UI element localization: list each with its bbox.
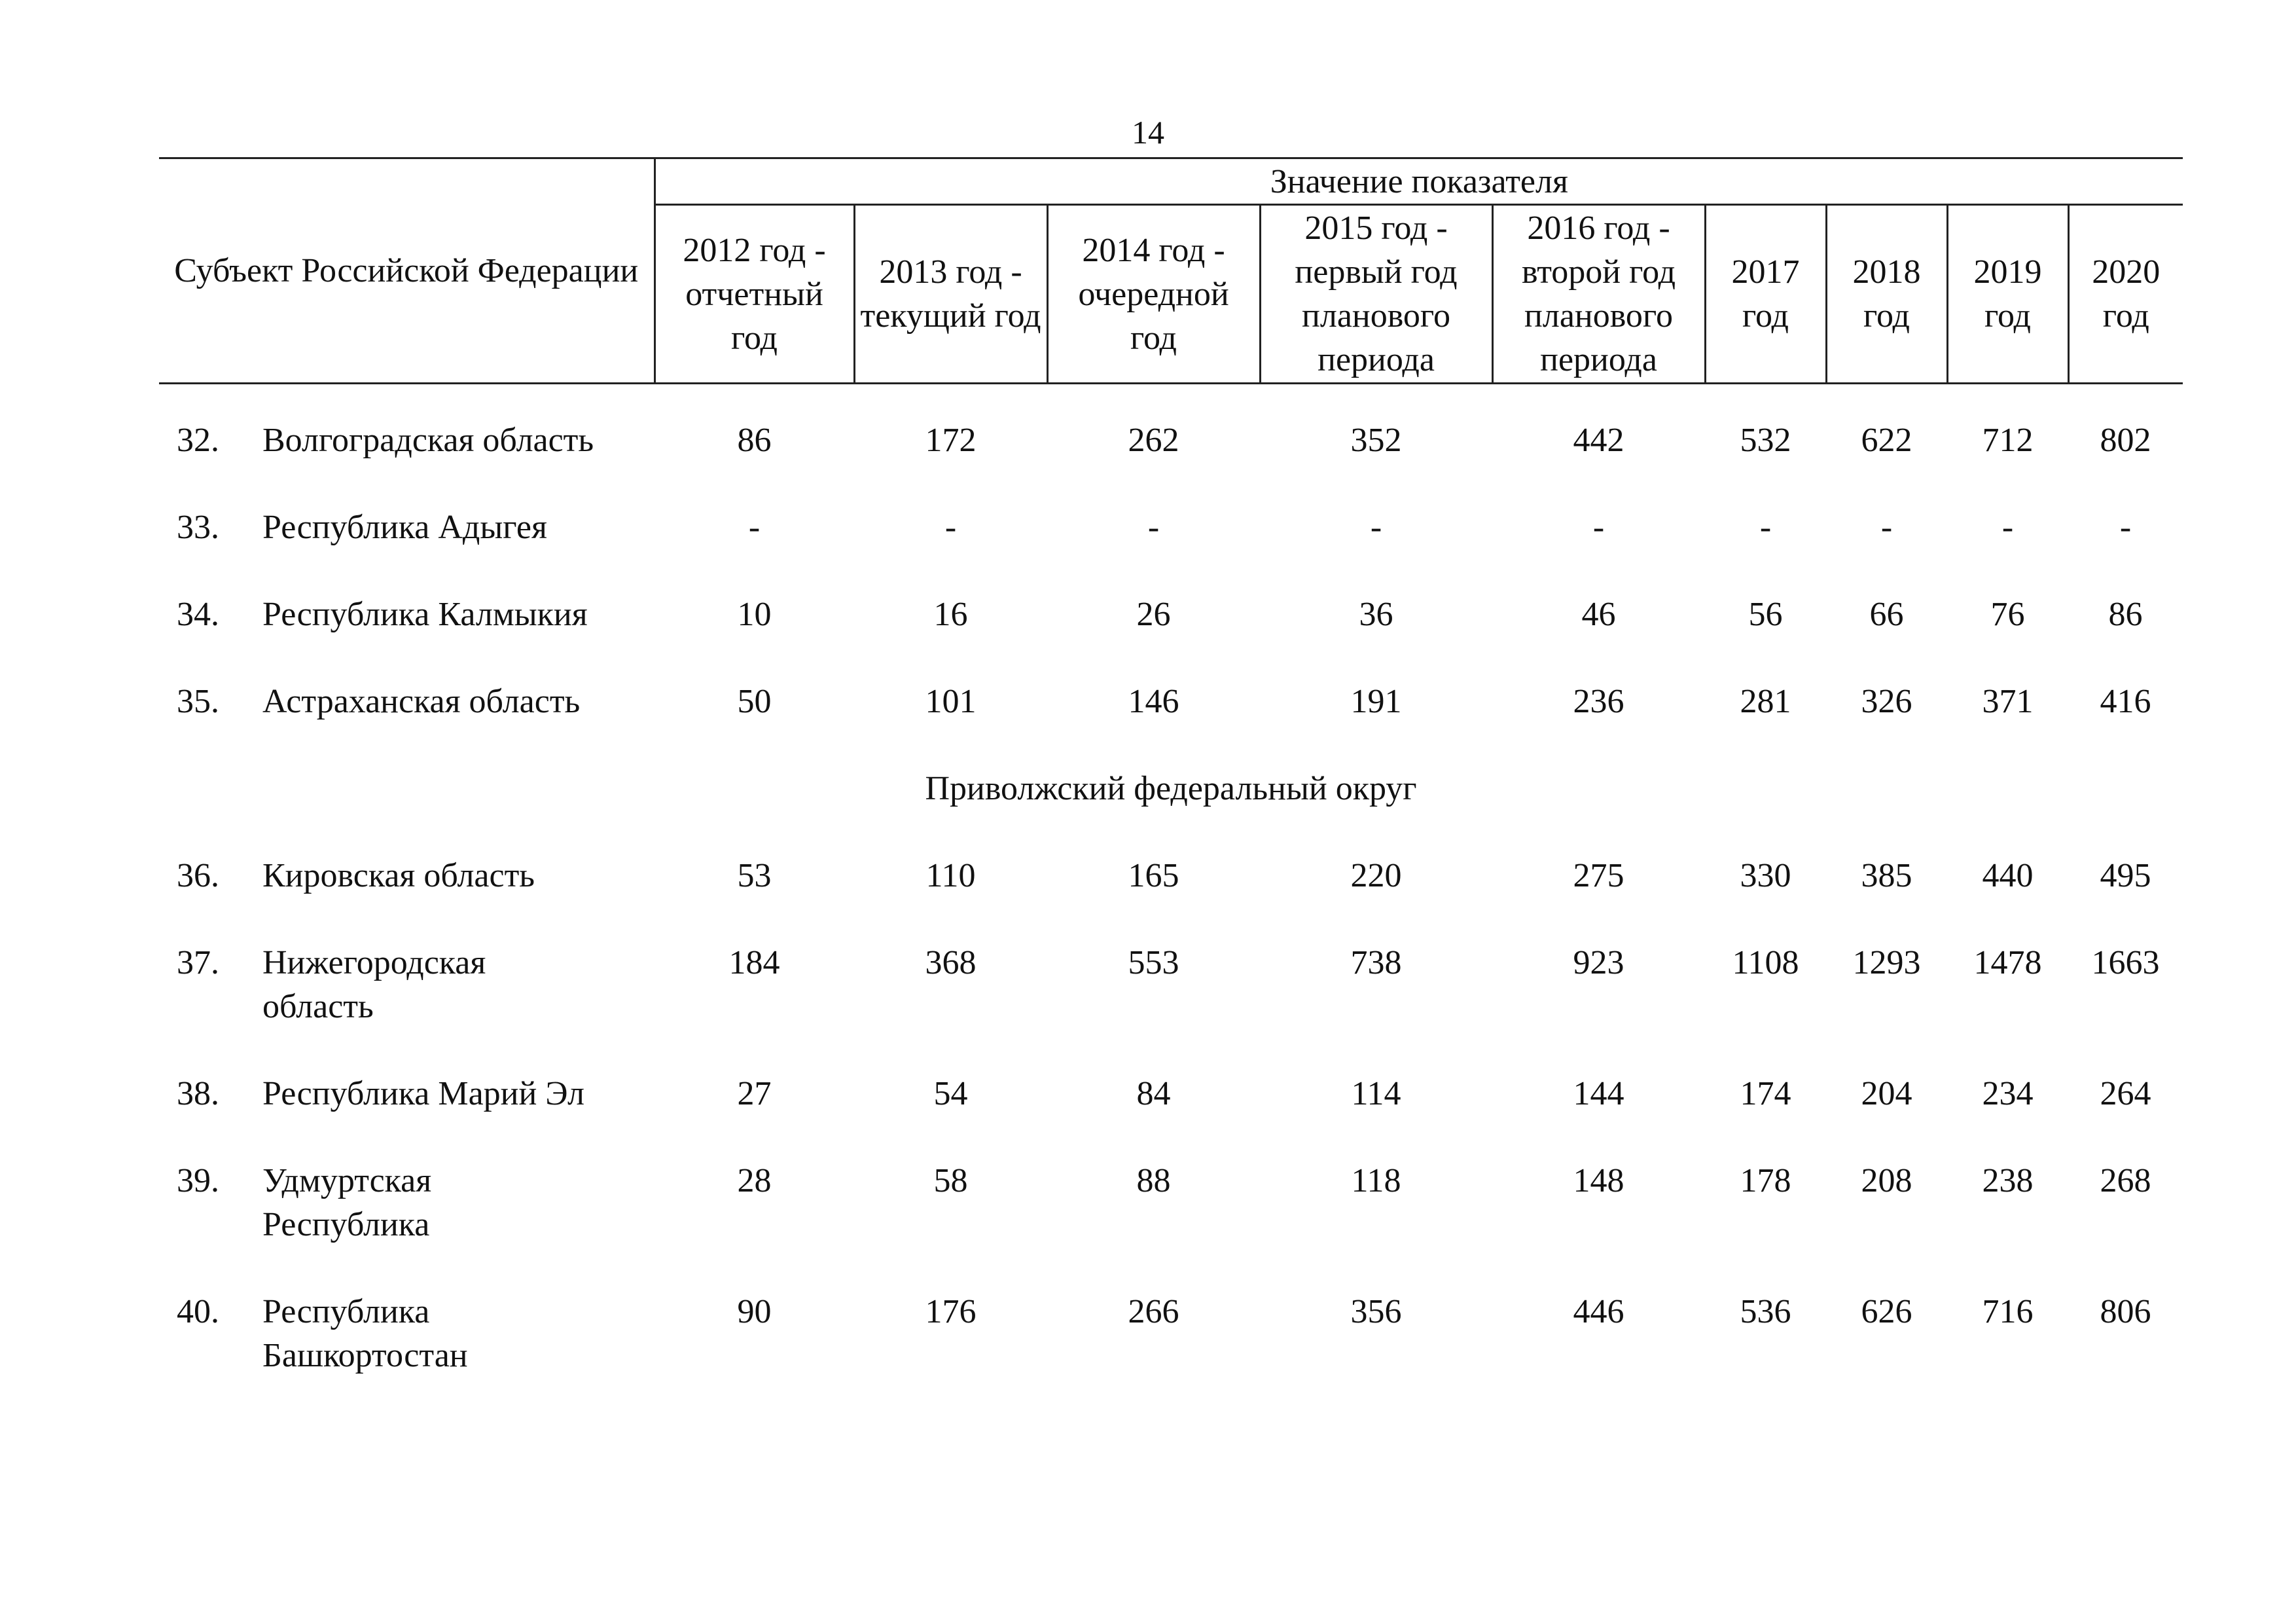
table-row xyxy=(159,1072,2183,1159)
year-header-2014: 2014 год - очередной год xyxy=(1047,205,1260,384)
value-cell: 238 xyxy=(1982,1162,2034,1199)
table-row xyxy=(159,941,2183,1072)
value-cell: 146 xyxy=(1128,683,1179,720)
value-cell: - xyxy=(1880,509,1893,546)
table-row xyxy=(159,593,2183,680)
year-header-2013: 2013 год - текущий год xyxy=(854,205,1047,384)
value-cell: 172 xyxy=(925,422,977,459)
value-cell: 148 xyxy=(1573,1162,1624,1199)
value-cell: 174 xyxy=(1740,1075,1791,1112)
value-cell: 16 xyxy=(933,596,968,633)
value-cell: 553 xyxy=(1128,944,1179,981)
value-cell: 54 xyxy=(933,1075,968,1112)
value-cell: 268 xyxy=(2100,1162,2151,1199)
value-cell: 266 xyxy=(1128,1293,1179,1330)
value-cell: 446 xyxy=(1573,1293,1624,1330)
value-cell: - xyxy=(1147,509,1160,546)
value-cell: 118 xyxy=(1351,1162,1401,1199)
value-cell: 806 xyxy=(2100,1293,2151,1330)
value-cell: 326 xyxy=(1861,683,1912,720)
value-cell: - xyxy=(748,509,761,546)
value-cell: 352 xyxy=(1350,422,1402,459)
value-cell: 536 xyxy=(1740,1293,1791,1330)
year-header-2017: 2017 год xyxy=(1705,205,1826,384)
value-cell: 191 xyxy=(1350,683,1402,720)
value-cell: 1478 xyxy=(1973,944,2042,981)
region-name: Нижегородская область xyxy=(262,944,486,1025)
value-cell: 1663 xyxy=(2091,944,2160,981)
value-cell: 275 xyxy=(1573,857,1624,894)
value-cell: 234 xyxy=(1982,1075,2034,1112)
region-name: Республика Марий Эл xyxy=(262,1075,584,1112)
page-number: 14 xyxy=(1132,114,1164,151)
value-cell: 208 xyxy=(1861,1162,1912,1199)
value-cell: - xyxy=(1370,509,1382,546)
value-cell: 84 xyxy=(1136,1075,1171,1112)
value-cell: - xyxy=(1592,509,1605,546)
region-name: Республика Калмыкия xyxy=(262,596,588,633)
indicator-value-header: Значение показателя xyxy=(655,158,2183,205)
value-cell: - xyxy=(1759,509,1772,546)
value-cell: 440 xyxy=(1982,857,2034,894)
value-cell: 101 xyxy=(925,683,977,720)
value-cell: 264 xyxy=(2100,1075,2151,1112)
value-cell: - xyxy=(2001,509,2014,546)
value-cell: 28 xyxy=(737,1162,772,1199)
value-cell: 204 xyxy=(1861,1075,1912,1112)
value-cell: 46 xyxy=(1581,596,1616,633)
value-cell: 716 xyxy=(1982,1293,2034,1330)
table-row xyxy=(159,505,2183,593)
value-cell: 178 xyxy=(1740,1162,1791,1199)
table-row xyxy=(159,1290,2183,1421)
value-cell: 88 xyxy=(1136,1162,1171,1199)
year-header-2019: 2019 год xyxy=(1947,205,2068,384)
subject-header: Субъект Российской Федерации xyxy=(159,158,655,384)
value-cell: 114 xyxy=(1351,1075,1401,1112)
value-cell: - xyxy=(944,509,957,546)
value-cell: 176 xyxy=(925,1293,977,1330)
value-cell: 165 xyxy=(1128,857,1179,894)
value-cell: 385 xyxy=(1861,857,1912,894)
row-number: 35. xyxy=(177,683,219,720)
region-name: Астраханская область xyxy=(262,683,581,720)
table-row xyxy=(159,418,2183,505)
value-cell: - xyxy=(2119,509,2132,546)
value-cell: 236 xyxy=(1573,683,1624,720)
value-cell: 368 xyxy=(925,944,977,981)
value-cell: 76 xyxy=(1990,596,2025,633)
row-number: 39. xyxy=(177,1162,219,1199)
value-cell: 802 xyxy=(2100,422,2151,459)
value-cell: 923 xyxy=(1573,944,1624,981)
value-cell: 262 xyxy=(1128,422,1179,459)
region-name: Волгоградская область xyxy=(262,422,594,459)
section-title: Приволжский федеральный округ xyxy=(925,770,1417,807)
value-cell: 144 xyxy=(1573,1075,1624,1112)
table-row xyxy=(159,1159,2183,1290)
region-name: Республика Башкортостан xyxy=(262,1293,468,1374)
region-name: Республика Адыгея xyxy=(262,509,547,546)
value-cell: 27 xyxy=(737,1075,772,1112)
region-name: Удмуртская Республика xyxy=(262,1162,432,1243)
row-number: 34. xyxy=(177,596,219,633)
value-cell: 184 xyxy=(728,944,780,981)
value-cell: 53 xyxy=(737,857,772,894)
value-cell: 58 xyxy=(933,1162,968,1199)
value-cell: 66 xyxy=(1869,596,1904,633)
value-cell: 1108 xyxy=(1732,944,1799,981)
value-cell: 50 xyxy=(737,683,772,720)
row-number: 32. xyxy=(177,422,219,459)
value-cell: 356 xyxy=(1350,1293,1402,1330)
value-cell: 442 xyxy=(1573,422,1624,459)
value-cell: 495 xyxy=(2100,857,2151,894)
value-cell: 1293 xyxy=(1852,944,1921,981)
value-cell: 10 xyxy=(737,596,772,633)
year-header-2016: 2016 год - второй год планового периода xyxy=(1492,205,1705,384)
value-cell: 56 xyxy=(1748,596,1783,633)
value-cell: 86 xyxy=(737,422,772,459)
row-number: 40. xyxy=(177,1293,219,1330)
row-number: 36. xyxy=(177,857,219,894)
value-cell: 738 xyxy=(1350,944,1402,981)
value-cell: 26 xyxy=(1136,596,1171,633)
year-header-2012: 2012 год - отчетный год xyxy=(655,205,854,384)
value-cell: 110 xyxy=(925,857,976,894)
value-cell: 371 xyxy=(1982,683,2034,720)
value-cell: 532 xyxy=(1740,422,1791,459)
value-cell: 626 xyxy=(1861,1293,1912,1330)
value-cell: 330 xyxy=(1740,857,1791,894)
year-header-2015: 2015 год - первый год планового периода xyxy=(1260,205,1492,384)
indicator-table xyxy=(159,157,2183,1421)
value-cell: 86 xyxy=(2108,596,2143,633)
value-cell: 90 xyxy=(737,1293,772,1330)
table-row xyxy=(159,854,2183,941)
row-number: 38. xyxy=(177,1075,219,1112)
value-cell: 36 xyxy=(1359,596,1393,633)
year-header-2020: 2020 год xyxy=(2068,205,2183,384)
table-row xyxy=(159,680,2183,767)
year-header-2018: 2018 год xyxy=(1826,205,1947,384)
value-cell: 281 xyxy=(1740,683,1791,720)
value-cell: 712 xyxy=(1982,422,2034,459)
value-cell: 416 xyxy=(2100,683,2151,720)
value-cell: 622 xyxy=(1861,422,1912,459)
value-cell: 220 xyxy=(1350,857,1402,894)
row-number: 33. xyxy=(177,509,219,546)
region-name: Кировская область xyxy=(262,857,535,894)
row-number: 37. xyxy=(177,944,219,981)
